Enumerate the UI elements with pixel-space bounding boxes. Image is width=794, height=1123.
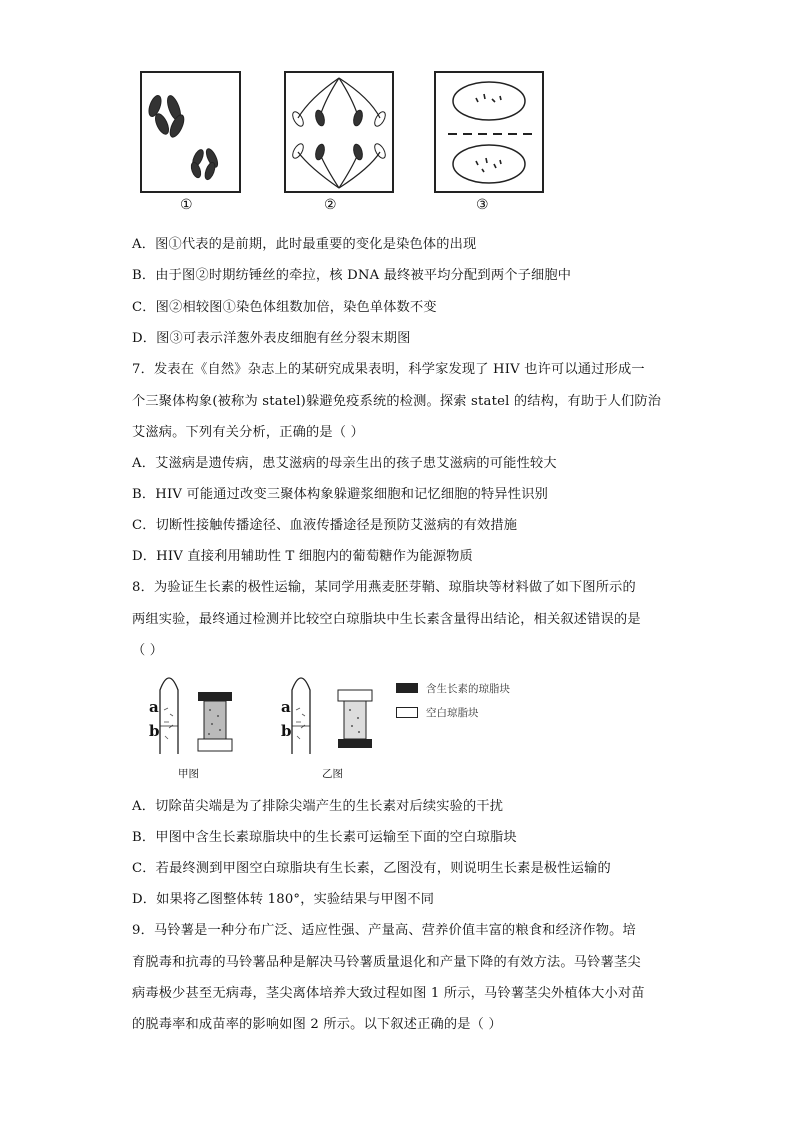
q6-option-c: C．图②相较图①染色体组数加倍，染色单体数不变 bbox=[132, 300, 437, 315]
figure-label-3: ③ bbox=[476, 197, 489, 213]
q8-stem-line-3: （ ） bbox=[132, 643, 164, 658]
yi-segment bbox=[344, 701, 366, 739]
q7-option-d: D．HIV 直接利用辅助性 T 细胞内的葡萄糖作为能源物质 bbox=[132, 549, 473, 564]
caption-yi: 乙图 bbox=[322, 768, 343, 780]
q7-option-a: A．艾滋病是遗传病，患艾滋病的母亲生出的孩子患艾滋病的可能性较大 bbox=[132, 456, 557, 471]
coleoptile-jia-texture bbox=[164, 708, 173, 739]
legend-empty-label: 空白琼脂块 bbox=[426, 707, 479, 719]
q9-stem-line-2: 育脱毒和抗毒的马铃薯品种是解决马铃薯质量退化和产量下降的有效方法。马铃薯茎尖 bbox=[132, 955, 641, 970]
jia-top-auxin-block bbox=[198, 692, 232, 701]
q8-stem-line-2: 两组实验，最终通过检测并比较空白琼脂块中生长素含量得出结论，相关叙述错误的是 bbox=[132, 612, 641, 627]
q7-option-b: B．HIV 可能通过改变三聚体构象躲避浆细胞和记忆细胞的特异性识别 bbox=[132, 487, 548, 502]
q6-option-d: D．图③可表示洋葱外表皮细胞有丝分裂末期图 bbox=[132, 331, 411, 346]
label-b-jia: b bbox=[149, 722, 160, 740]
cell-box-2 bbox=[285, 72, 393, 192]
daughter-nucleus-top bbox=[453, 82, 525, 120]
label-a-jia: a bbox=[149, 698, 159, 716]
figure-label-2: ② bbox=[324, 197, 337, 213]
q9-stem-line-3: 病毒极少甚至无病毒，茎尖离体培养大致过程如图 1 所示，马铃薯茎尖外植体大小对苗 bbox=[132, 986, 645, 1001]
q7-stem-line-3: 艾滋病。下列有关分析，正确的是（ ） bbox=[132, 425, 364, 440]
cell-division-figures bbox=[130, 68, 560, 218]
q6-option-b: B．由于图②时期纺锤丝的牵拉，核 DNA 最终被平均分配到两个子细胞中 bbox=[132, 268, 572, 283]
legend-filled-label: 含生长素的琼脂块 bbox=[426, 683, 510, 695]
q7-stem-line-1: 7．发表在《自然》杂志上的某研究成果表明，科学家发现了 HIV 也许可以通过形成一 bbox=[132, 362, 645, 377]
jia-bottom-empty-block bbox=[198, 739, 232, 751]
yi-bottom-auxin-block bbox=[338, 739, 372, 748]
coleoptile-yi bbox=[292, 678, 310, 754]
label-b-yi: b bbox=[281, 722, 292, 740]
legend-empty-swatch bbox=[396, 707, 418, 718]
q9-stem-line-4: 的脱毒率和成苗率的影响如图 2 所示。以下叙述正确的是（ ） bbox=[132, 1017, 502, 1032]
figure-label-1: ① bbox=[180, 197, 193, 213]
cell-division-svg bbox=[130, 68, 560, 218]
q9-stem-line-1: 9．马铃薯是一种分布广泛、适应性强、产量高、营养价值丰富的粮食和经济作物。培 bbox=[132, 923, 636, 938]
q6-option-a: A．图①代表的是前期，此时最重要的变化是染色体的出现 bbox=[132, 237, 477, 252]
q7-stem-line-2: 个三聚体构象(被称为 statel)躲避免疫系统的检测。探索 statel 的结构，有助于人们防治 bbox=[132, 394, 662, 409]
coleoptile-yi-texture bbox=[296, 708, 305, 739]
chromosomes-anaphase bbox=[291, 109, 388, 161]
legend-filled-swatch bbox=[396, 683, 418, 693]
q7-option-c: C．切断性接触传播途径、血液传播途径是预防艾滋病的有效措施 bbox=[132, 518, 518, 533]
cell-box-3 bbox=[435, 72, 543, 192]
chromosomes-prophase bbox=[147, 94, 220, 181]
caption-jia: 甲图 bbox=[178, 768, 199, 780]
cell-box-1 bbox=[141, 72, 240, 192]
q8-stem-line-1: 8．为验证生长素的极性运输，某同学用燕麦胚芽鞘、琼脂块等材料做了如下图所示的 bbox=[132, 580, 636, 595]
jia-segment bbox=[204, 701, 226, 739]
q8-option-c: C．若最终测到甲图空白琼脂块有生长素，乙图没有，则说明生长素是极性运输的 bbox=[132, 861, 611, 876]
coleoptile-svg bbox=[140, 668, 400, 758]
yi-top-empty-block bbox=[338, 690, 372, 701]
daughter-nucleus-bottom bbox=[453, 145, 525, 183]
q8-option-b: B．甲图中含生长素琼脂块中的生长素可运输至下面的空白琼脂块 bbox=[132, 830, 517, 845]
q8-option-a: A．切除苗尖端是为了排除尖端产生的生长素对后续实验的干扰 bbox=[132, 799, 504, 814]
spindle-fibers bbox=[298, 78, 380, 188]
coleoptile-jia bbox=[160, 678, 178, 754]
q8-option-d: D．如果将乙图整体转 180°，实验结果与甲图不同 bbox=[132, 892, 435, 907]
label-a-yi: a bbox=[281, 698, 291, 716]
